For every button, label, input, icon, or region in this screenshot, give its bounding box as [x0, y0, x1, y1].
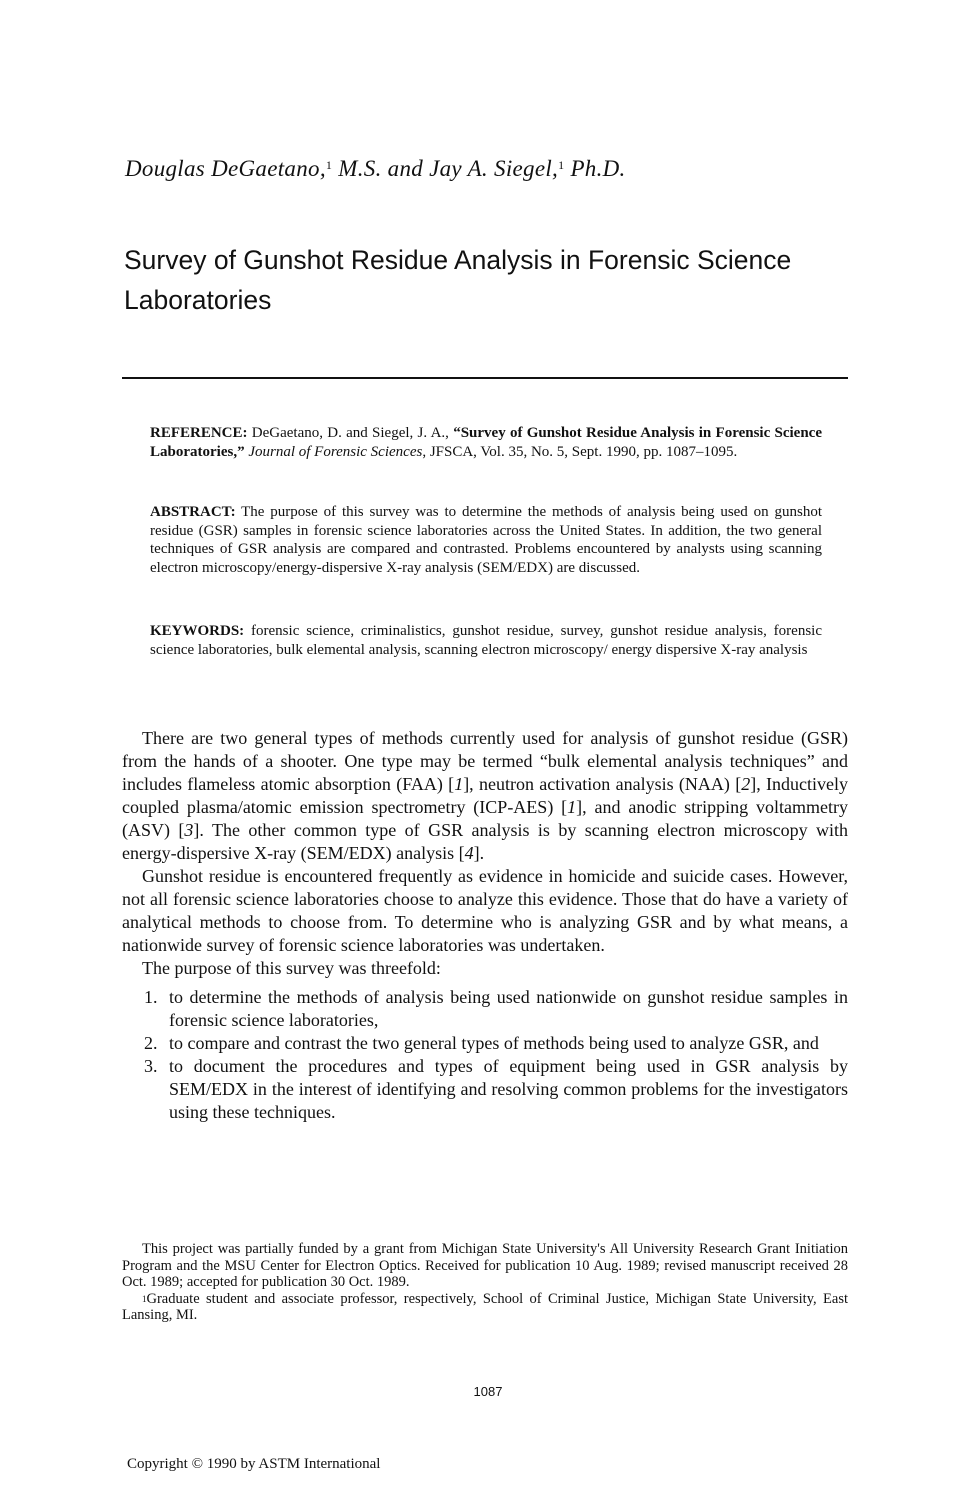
author-1-degree-and-author-2: M.S. and Jay A. Siegel,: [338, 156, 559, 181]
funding-footnote: This project was partially funded by a grant from Michigan State University's All University Research Grant Initiation Program and the MSU Center for Electron Optics. Received for publication 10 Aug. 1989; revised manuscript received 28 Oct. 1989; accepted for publication 30 Oct. 1989.: [122, 1241, 848, 1290]
list-number: 3.: [144, 1056, 158, 1076]
italic-text: 3: [184, 820, 194, 840]
footnote-mark: 1: [325, 158, 333, 172]
italic-text: 1: [567, 797, 577, 817]
text-run: ], and anodic stripping voltammetry (ASV) [: [122, 797, 848, 840]
abstract-block: [150, 503, 822, 577]
body-paragraph-2: [122, 865, 848, 957]
list-number: 2.: [144, 1033, 158, 1053]
copyright-notice: Copyright © 1990 by ASTM International: [127, 1456, 381, 1472]
title-divider: [122, 377, 848, 379]
list-item: [122, 986, 848, 1032]
footnote-mark: 1: [142, 1293, 147, 1304]
text-run: DeGaetano, D. and Siegel, J. A.,: [247, 425, 454, 441]
reference-block: [150, 424, 822, 461]
author-2-degree: Ph.D.: [570, 156, 626, 181]
list-text: to document the procedures and types of equipment being used in GSR analysis by SEM/EDX in the interest of identifying and resolving common problems for the investigators using these techniques.: [169, 1056, 848, 1122]
list-text: to determine the methods of analysis being used nationwide on gunshot residue samples in forensic science laboratories,: [169, 987, 848, 1030]
author-1: Douglas DeGaetano,: [125, 156, 326, 181]
author-line: [125, 156, 626, 182]
italic-text: 1: [454, 774, 464, 794]
list-number: 1.: [144, 987, 158, 1007]
footnotes: [122, 1241, 848, 1324]
bold-text: “Survey of Gunshot Residue Analysis in Forensic Science Laboratories,”: [150, 425, 822, 460]
text-run: ]. The other common type of GSR analysis is by scanning electron microscopy with energy-dispersive X-ray (SEM/EDX) analysis [: [122, 820, 848, 863]
body-paragraph-1: [122, 727, 848, 865]
list-item: [122, 1055, 848, 1124]
paper-title: Survey of Gunshot Residue Analysis in Forensic Science Laboratories: [124, 245, 792, 315]
footnote-mark: 1: [558, 158, 565, 172]
text-run: The purpose of this survey was threefold:: [142, 958, 441, 978]
list-text: to compare and contrast the two general types of methods being used to analyze GSR, and: [169, 1033, 819, 1053]
bold-text: ABSTRACT:: [150, 504, 236, 520]
text-run: Gunshot residue is encountered frequently as evidence in homicide and suicide cases. However, not all forensic science laboratories choose to analyze this evidence. Those that do have a variety of analytical methods to choose from. To determine who is analyzing GSR and by what means, a nationwide survey of forensic science laboratories was undertaken.: [122, 866, 848, 955]
purpose-list: [122, 986, 848, 1124]
text-run: ], neutron activation analysis (NAA) [: [463, 774, 742, 794]
text-run: There are two general types of methods currently used for analysis of gunshot residue (GSR) from the hands of a shooter. One type may be termed “bulk elemental analysis techniques” and includes flameless atomic absorption (FAA) [: [122, 728, 848, 794]
body-text: [122, 727, 848, 1124]
text-run: forensic science, criminalistics, gunshot residue, survey, gunshot residue analysis, forensic science laboratories, bulk elemental analysis, scanning electron microscopy/ energy dispersive X-ray analysis: [150, 623, 822, 658]
italic-text: 4: [464, 843, 474, 863]
text-run: , JFSCA, Vol. 35, No. 5, Sept. 1990, pp. 1087–1095.: [422, 443, 738, 460]
italic-text: Journal of Forensic Sciences: [248, 443, 423, 460]
keywords-block: [150, 622, 822, 659]
bold-text: REFERENCE:: [150, 425, 248, 441]
text-run: ].: [473, 843, 485, 863]
body-paragraph-3: [122, 957, 848, 980]
text-run: ], Inductively coupled plasma/atomic emission spectrometry (ICP-AES) [: [122, 774, 848, 817]
text-run: The purpose of this survey was to determine the methods of analysis being used on gunshot residue (GSR) samples in forensic science laboratories across the United States. In addition, the two general techniques of GSR analysis are compared and contrasted. Problems encountered by analysts using scanning electron microscopy/energy-dispersive X-ray analysis (SEM/EDX) are discussed.: [150, 504, 822, 576]
bold-text: KEYWORDS:: [150, 623, 245, 639]
list-item: [122, 1032, 848, 1055]
affiliation-text: Graduate student and associate professor, respectively, School of Criminal Justice, Michigan State University, East Lansing, MI.: [122, 1290, 848, 1323]
italic-text: 2: [741, 774, 751, 794]
affiliation-footnote: [122, 1291, 848, 1324]
page-number: 1087: [473, 1384, 503, 1399]
